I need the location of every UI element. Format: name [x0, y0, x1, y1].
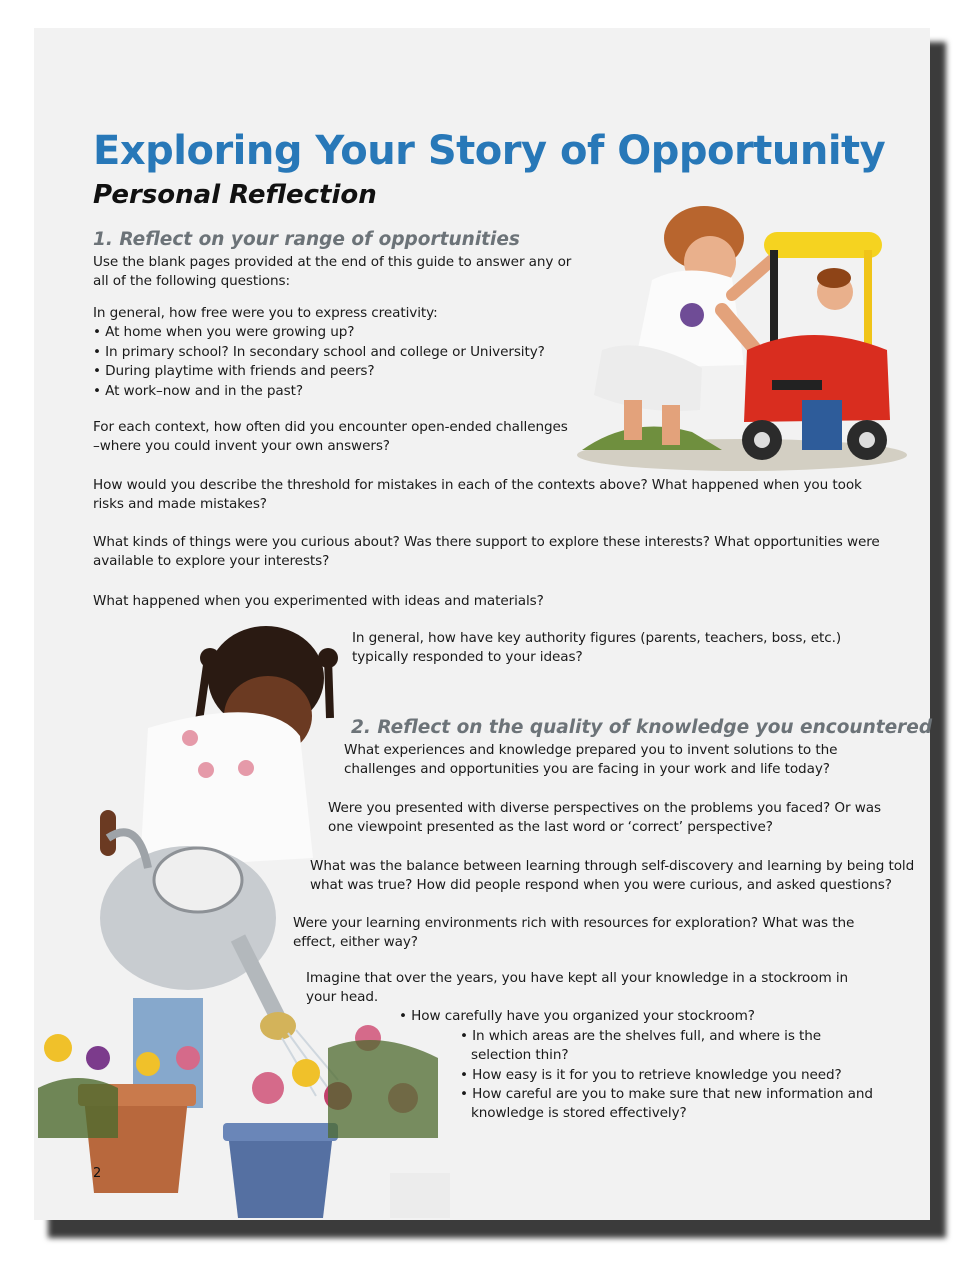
section1-heading: 1. Reflect on your range of opportunities: [93, 229, 520, 250]
environments-question: effect, either way?: [293, 934, 418, 950]
challenges-question: For each context, how often did you encounter open-ended challenges: [93, 419, 568, 435]
mistakes-question: How would you describe the threshold for mistakes in each of the contexts above? What happened when you took: [93, 477, 862, 493]
section1-intro-line: Use the blank pages provided at the end of this guide to answer any or: [93, 254, 572, 270]
curious-question: available to explore your interests?: [93, 553, 330, 569]
creativity-bullet: • At home when you were growing up?: [93, 324, 355, 340]
experiences-question: What experiences and knowledge prepared you to invent solutions to the: [344, 742, 838, 758]
stockroom-sub-bullet: selection thin?: [471, 1047, 569, 1063]
experiment-question: What happened when you experimented with ideas and materials?: [93, 593, 544, 609]
section2-heading: 2. Reflect on the quality of knowledge you encountered: [351, 717, 933, 738]
stockroom-bullet: • How carefully have you organized your stockroom?: [399, 1008, 755, 1024]
environments-question: Were your learning environments rich with resources for exploration? What was the: [293, 915, 855, 931]
perspectives-question: one viewpoint presented as the last word or ‘correct’ perspective?: [328, 819, 773, 835]
page-title: Exploring Your Story of Opportunity: [93, 128, 886, 174]
balance-question: what was true? How did people respond when you were curious, and asked questions?: [310, 877, 892, 893]
stockroom-question: Imagine that over the years, you have kept all your knowledge in a stockroom in: [306, 970, 849, 986]
stockroom-sub-bullet: • How easy is it for you to retrieve knowledge you need?: [460, 1067, 842, 1083]
stockroom-sub-bullet: • In which areas are the shelves full, and where is the: [460, 1028, 822, 1044]
challenges-question: –where you could invent your own answers?: [93, 438, 390, 454]
stockroom-sub-bullet: knowledge is stored effectively?: [471, 1105, 687, 1121]
balance-question: What was the balance between learning through self-discovery and learning by being told: [310, 858, 915, 874]
creativity-bullet: • At work–now and in the past?: [93, 383, 303, 399]
section1-intro-line: all of the following questions:: [93, 273, 290, 289]
perspectives-question: Were you presented with diverse perspectives on the problems you faced? Or was: [328, 800, 881, 816]
page-number: 2: [93, 1166, 102, 1181]
mistakes-question: risks and made mistakes?: [93, 496, 267, 512]
authority-question: typically responded to your ideas?: [352, 649, 583, 665]
authority-question: In general, how have key authority figures (parents, teachers, boss, etc.): [352, 630, 842, 646]
creativity-bullet: • During playtime with friends and peers?: [93, 363, 375, 379]
creativity-bullet: • In primary school? In secondary school and college or University?: [93, 344, 545, 360]
page-subtitle: Personal Reflection: [93, 180, 377, 210]
stockroom-sub-bullet: • How careful are you to make sure that new information and: [460, 1086, 873, 1102]
experiences-question: challenges and opportunities you are facing in your work and life today?: [344, 761, 830, 777]
photo-adult-child-toy-car: [572, 200, 912, 475]
curious-question: What kinds of things were you curious about? Was there support to explore these interests? What opportunities were: [93, 534, 880, 550]
creativity-question: In general, how free were you to express creativity:: [93, 305, 438, 321]
stockroom-question: your head.: [306, 989, 379, 1005]
